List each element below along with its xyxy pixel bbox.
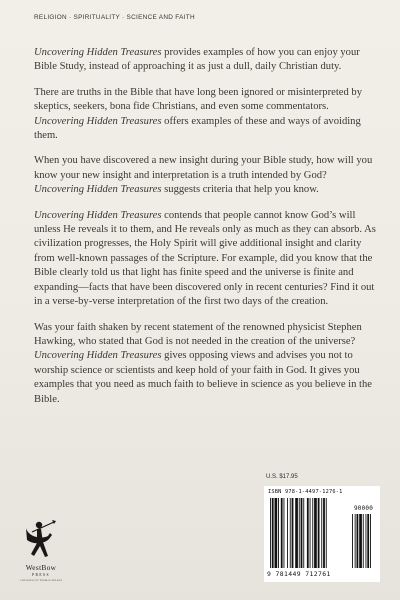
blurb-text: offers examples of these and ways of avoiding them. (34, 115, 361, 142)
barcode-bar (278, 498, 279, 568)
barcode-bar (326, 498, 327, 568)
barcode-bar (272, 498, 274, 568)
book-title-ref: Uncovering Hidden Treasures (34, 184, 162, 196)
blurb-paragraph-1 (34, 46, 378, 75)
barcode-bar (310, 498, 311, 568)
barcode-bar (299, 498, 300, 568)
blurb-text: provides examples of how you can enjoy your Bible Study, instead of approaching it as just a dull, daily Christian duty. (34, 47, 360, 73)
barcode-digits: 9 781449 712761 (267, 570, 331, 578)
barcode-bar (318, 498, 320, 568)
price-label: U.S. $17.95 (266, 474, 298, 480)
barcode-addon-bar (363, 514, 364, 568)
barcode-addon-bar (355, 514, 356, 568)
barcode-bar (281, 498, 283, 568)
blurb-text: gives opposing views and advises you not to worship science or scientists and keep hold of your faith in God. It gives you examples that you need as much faith to believe in science as you believe in the Bible. (34, 350, 373, 405)
book-title-ref: Uncovering Hidden Treasures (34, 115, 162, 127)
barcode-bar (290, 498, 291, 568)
barcode-addon-bar (357, 514, 359, 568)
barcode-bar (303, 498, 304, 568)
archer-figure-icon (18, 516, 64, 562)
book-title-ref: Uncovering Hidden Treasures (34, 209, 162, 221)
blurb-text: suggests criteria that help you know. (161, 184, 319, 196)
back-cover-blurb (34, 46, 378, 418)
barcode-bar (314, 498, 317, 568)
publisher-logo (12, 516, 70, 594)
barcode-bar (287, 498, 288, 568)
category-line: RELIGION · SPIRITUALITY · SCIENCE AND FAITH (34, 14, 195, 21)
barcode-bar (292, 498, 294, 568)
barcode-bar (270, 498, 271, 568)
publisher-tagline: A DIVISION OF THOMAS NELSON (19, 579, 63, 582)
blurb-paragraph-2 (34, 86, 378, 144)
blurb-text: When you have discovered a new insight during your Bible study, how will you know your new insight and interpretation is a truth intended by God? (34, 155, 373, 181)
blurb-text: Was your faith shaken by recent statement of the renowned physicist Stephen Hawking, who stated that God is not needed in the creation of the universe? (34, 321, 362, 347)
barcode-bar (301, 498, 303, 568)
barcode-bars (264, 486, 380, 582)
barcode-bar (323, 498, 325, 568)
barcode-bar (307, 498, 309, 568)
barcode-addon-bar (366, 514, 367, 568)
barcode-bar (284, 498, 285, 568)
book-title-ref: Uncovering Hidden Treasures (34, 47, 162, 58)
isbn-barcode (264, 486, 380, 582)
barcode-bar (295, 498, 298, 568)
barcode-bar (312, 498, 313, 568)
barcode-bar (321, 498, 322, 568)
barcode-addon-bar (367, 514, 369, 568)
blurb-text: There are truths in the Bible that have long been ignored or misinterpreted by skeptics, seekers, bona fide Christians, and even some commentators. (34, 86, 363, 113)
barcode-addon-number: 90000 (354, 505, 374, 512)
publisher-name: WestBow (25, 564, 57, 572)
barcode-addon-bar (370, 514, 371, 568)
publisher-press: PRESS (31, 573, 51, 577)
blurb-paragraph-4 (34, 209, 378, 310)
barcode-addon-bar (352, 514, 353, 568)
blurb-paragraph-3 (34, 154, 378, 197)
barcode-bar (275, 498, 278, 568)
blurb-paragraph-5 (34, 321, 378, 407)
blurb-text: contends that people cannot know God’s will unless He reveals it to them, and He reveals only as much as they can absorb. As civilization progresses, the Holy Spirit will give additional insight and clarity from well-known passages of the Scripture. For example, did you know that the Bible clearly told us that light has finite speed and the universe is finite and expanding—facts that have been discovered only in recent centuries? Find it out in a verse-by-verse interpretation of the first two days of the creation. (34, 209, 376, 308)
barcode-addon-bar (359, 514, 362, 568)
isbn-label: ISBN 978-1-4497-1276-1 (268, 489, 343, 495)
book-title-ref: Uncovering Hidden Treasures (34, 350, 162, 362)
